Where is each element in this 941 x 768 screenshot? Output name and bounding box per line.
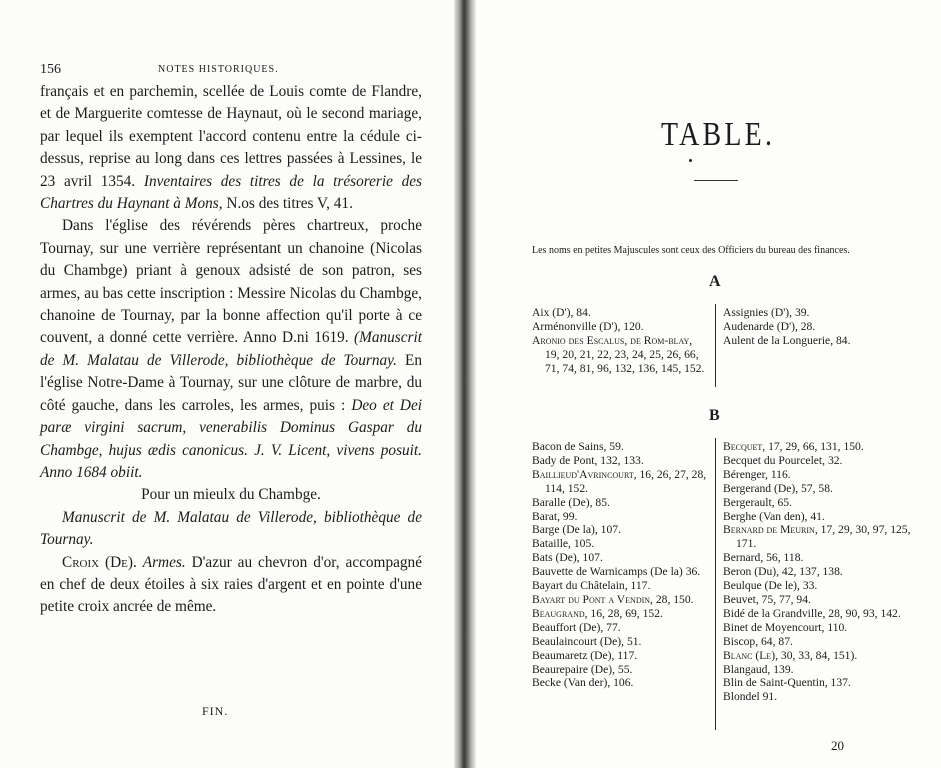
index-entry: Assignies (D'), 39. <box>723 306 810 319</box>
paragraph-2-inscription: Deo et Dei paræ virgini sacrum, venerabilis Dominus Gaspar du Chambge, hujus ædis canonicus. J. V. Licent, vivens posuit. Anno 1684 obiit. <box>40 396 422 481</box>
section-letter-b: B <box>709 407 720 424</box>
title-ornament-dot <box>689 159 692 162</box>
paragraph-3: Pour un mieulx du Chambge. <box>141 486 321 504</box>
index-entry: Beaulaincourt (De), 51. <box>532 634 642 648</box>
index-entry: Bataille, 105. <box>532 537 595 551</box>
index-entry: Bady de Pont, 132, 133. <box>532 453 644 467</box>
index-entry: Baillieud'Avrincourt, 16, 26, 27, 28, 114, 152. <box>532 467 707 495</box>
paragraph-4: Manuscrit de M. Malatau de Villerode, bibliothèque de Tournay. <box>40 508 422 549</box>
paragraph-1: français et en parchemin, scellée de Louis comte de Flandre, et de Marguerite comtesse de Haynaut, où le second mariage, par lequel ils exemptent l'accord contenu entre la cédule ci-dessus, reprise au long dans ces lettres passées à Lessines, le 23 avril 1354. Inventaires des titres de la trésorerie des Chartres du Haynant à Mons, N.os des titres V, 41. <box>40 83 422 213</box>
index-entry: Blanc (Le), 30, 33, 84, 151). <box>723 648 858 662</box>
index-entry: Bacon de Sains, 59. <box>532 440 624 453</box>
index-col-a-left <box>532 306 708 376</box>
index-entry: Bernard, 56, 118. <box>723 551 804 565</box>
left-body-text <box>40 81 422 619</box>
index-entry: Bergerand (De), 57, 58. <box>723 481 833 495</box>
index-col-b-left <box>532 440 708 690</box>
running-title: NOTES HISTORIQUES. <box>158 64 279 75</box>
arms-label: Armes. <box>142 553 186 571</box>
index-entry: Binet de Moyencourt, 110. <box>723 620 848 634</box>
index-entry: Blondel 91. <box>723 690 778 704</box>
index-entry: Bernard de Meurin, 17, 29, 30, 97, 125, 171. <box>723 523 911 551</box>
index-entry: Becquet, 17, 29, 66, 131, 150. <box>723 440 864 453</box>
paragraph-5: Croix (De). Armes. D'azur au chevron d'or, accompagné en chef de deux étoiles à six raies d'argent et en pointe d'une petite croix ancrée de même. <box>40 553 422 616</box>
index-entry: Bats (De), 107. <box>532 551 603 565</box>
entry-name: Croix (De). <box>62 553 137 571</box>
section-letter-a: A <box>709 273 721 290</box>
index-col-a-right <box>723 306 913 348</box>
index-entry: Beaumaretz (De), 117. <box>532 648 638 662</box>
index-entry: Beulque (De le), 33. <box>723 579 818 593</box>
index-col-b-right <box>723 440 913 704</box>
index-entry: Barge (De la), 107. <box>532 523 621 537</box>
page-number-left: 156 <box>40 62 61 77</box>
right-page <box>476 0 941 768</box>
paragraph-2-italic: (Manuscrit de M. Malatau de Villerode, bibliothèque de Tournay. <box>40 329 422 369</box>
index-entry: Bérenger, 116. <box>723 467 791 481</box>
index-entry: Beauffort (De), 77. <box>532 620 621 634</box>
index-entry: Becquet du Pourcelet, 32. <box>723 453 843 467</box>
paragraph-2: Dans l'église des révérends pères chartreux, proche Tournay, sur une verrière représentant un chanoine (Nicolas du Chambge) priant à genoux adsisté de son patron, ses armes, au bas cette inscription : Messire Nicolas du Chambge, chanoine de Tournay, par la bonne affection qu'il porte à ce couvent, a donné cette verrière. Anno D.ni 1619. (Manuscrit de M. Malatau de Villerode, bibliothèque de Tournay. En l'église Notre-Dame à Tournay, sur une clôture de marbre, du côté gauche, dans les carroles, les armes, puis : Deo et Dei paræ virgini sacrum, venerabilis Dominus Gaspar du Chambge, hujus ædis canonicus. J. V. Licent, vivens posuit. Anno 1684 obiit. <box>40 217 422 481</box>
index-entry: Bauvette de Warnicamps (De la) 36. <box>532 565 701 579</box>
table-title: TABLE. <box>661 116 776 153</box>
index-entry: Aulent de la Longuerie, 84. <box>723 333 851 347</box>
index-entry: Berghe (Van den), 41. <box>723 509 825 523</box>
index-entry: Bayart du Châtelain, 117. <box>532 579 651 593</box>
table-note: Les noms en petites Majuscules sont ceux des Officiers du bureau des finances. <box>532 245 850 256</box>
book-gutter <box>454 0 476 768</box>
index-entry: Bergerault, 65. <box>723 495 793 509</box>
column-rule-a <box>715 304 716 387</box>
index-entry: Beaurepaire (De), 55. <box>532 662 633 676</box>
left-page <box>0 0 454 768</box>
index-entry: Baralle (De), 85. <box>532 495 610 509</box>
index-entry: Beaugrand, 16, 28, 69, 152. <box>532 606 663 620</box>
index-entry: Arménonville (D'), 120. <box>532 319 644 333</box>
index-entry: Bidé de la Grandville, 28, 90, 93, 142. <box>723 606 901 620</box>
index-entry: Audenarde (D'), 28. <box>723 319 816 333</box>
title-rule <box>694 180 738 181</box>
index-entry: Aronio des Escalus, de Rom-blay, 19, 20, 21, 22, 23, 24, 25, 26, 66, 71, 74, 81, 96, 132, 136, 145, 152. <box>532 333 705 375</box>
index-entry: Barat, 99. <box>532 509 578 523</box>
paragraph-1-italic: Inventaires des titres de la trésorerie des Chartres du Haynant à Mons, <box>40 172 422 213</box>
column-rule-b <box>715 438 716 730</box>
index-entry: Bayart du Pont a Vendin, 28, 150. <box>532 592 694 606</box>
fin-label: FIN. <box>202 704 229 718</box>
index-entry: Beuvet, 75, 77, 94. <box>723 592 811 606</box>
running-head <box>40 62 420 78</box>
index-entry: Aix (D'), 84. <box>532 306 591 319</box>
index-entry: Blin de Saint-Quentin, 137. <box>723 676 851 690</box>
index-entry: Becke (Van der), 106. <box>532 676 634 690</box>
index-entry: Beron (Du), 42, 137, 138. <box>723 565 843 579</box>
index-entry: Blangaud, 139. <box>723 662 794 676</box>
page-number-right: 20 <box>831 738 844 753</box>
index-entry: Biscop, 64, 87. <box>723 634 793 648</box>
